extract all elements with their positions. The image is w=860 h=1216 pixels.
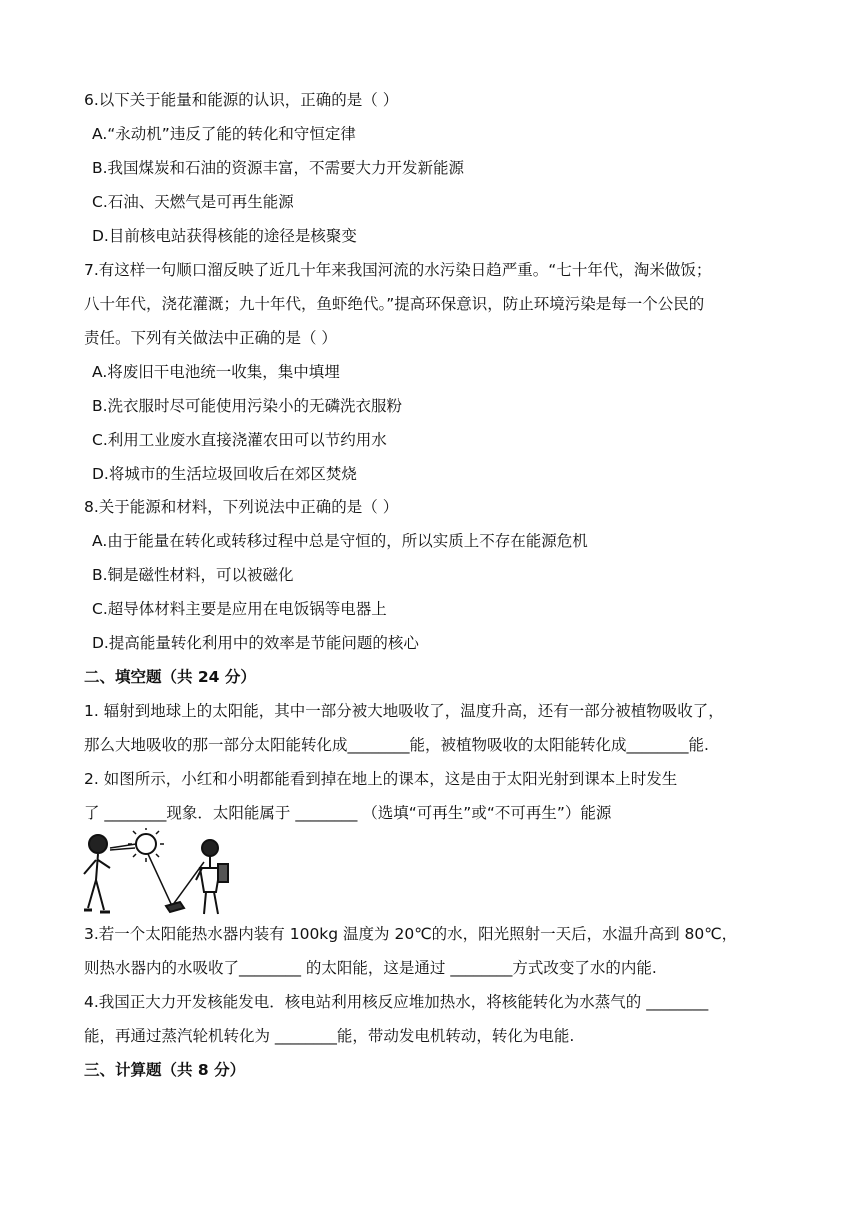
sunlight-reflection-figure bbox=[76, 828, 236, 920]
q7-option-c: C.利用工业废水直接浇灌农田可以节约用水 bbox=[92, 431, 387, 449]
fill-4-line-2: 能，再通过蒸汽轮机转化为 ________能，带动发电机转动，转化为电能. bbox=[84, 1027, 575, 1045]
q6-option-a: A.“永动机”违反了能的转化和守恒定律 bbox=[92, 125, 356, 143]
q8-option-b: B.铜是磁性材料，可以被磁化 bbox=[92, 566, 294, 584]
q8-option-c: C.超导体材料主要是应用在电饭锅等电器上 bbox=[92, 600, 387, 618]
q8-option-d: D.提高能量转化利用中的效率是节能问题的核心 bbox=[92, 634, 419, 652]
section-3-title: 三、计算题（共 8 分） bbox=[84, 1061, 246, 1079]
fill-1-line-1: 1. 辐射到地球上的太阳能，其中一部分被大地吸收了，温度升高，还有一部分被植物吸收了， bbox=[84, 702, 724, 720]
q6-option-b: B.我国煤炭和石油的资源丰富，不需要大力开发新能源 bbox=[92, 159, 465, 177]
q7-option-a: A.将废旧干电池统一收集，集中填埋 bbox=[92, 363, 340, 381]
q6-option-c: C.石油、天燃气是可再生能源 bbox=[92, 193, 294, 211]
fill-2-line-1: 2. 如图所示，小红和小明都能看到掉在地上的课本，这是由于太阳光射到课本上时发生 bbox=[84, 770, 678, 788]
q8-stem: 8.关于能源和材料，下列说法中正确的是（ ） bbox=[84, 498, 399, 516]
section-2-title: 二、填空题（共 24 分） bbox=[84, 668, 256, 686]
fill-1-line-2: 那么大地吸收的那一部分太阳能转化成________能，被植物吸收的太阳能转化成________能. bbox=[84, 736, 709, 754]
q7-option-d: D.将城市的生活垃圾回收后在郊区焚烧 bbox=[92, 465, 357, 483]
q6-option-d: D.目前核电站获得核能的途径是核聚变 bbox=[92, 227, 357, 245]
q7-option-b: B.洗衣服时尽可能使用污染小的无磷洗衣服粉 bbox=[92, 397, 403, 415]
q8-option-a: A.由于能量在转化或转移过程中总是守恒的，所以实质上不存在能源危机 bbox=[92, 532, 588, 550]
fill-3-line-1: 3.若一个太阳能热水器内装有 100kg 温度为 20℃的水，阳光照射一天后，水温升高到 80℃， bbox=[84, 925, 738, 943]
fill-4-line-1: 4.我国正大力开发核能发电．核电站利用核反应堆加热水，将核能转化为水蒸气的 ________ bbox=[84, 993, 709, 1011]
q7-stem-line-1: 7.有这样一句顺口溜反映了近几十年来我国河流的水污染日趋严重。“七十年代，淘米做饭； bbox=[84, 261, 712, 279]
q7-stem-line-3: 责任。下列有关做法中正确的是（ ） bbox=[84, 329, 337, 347]
fill-3-line-2: 则热水器内的水吸收了________ 的太阳能，这是通过 ________方式改变了水的内能. bbox=[84, 959, 657, 977]
q6-stem: 6.以下关于能量和能源的认识，正确的是（ ） bbox=[84, 91, 399, 109]
fill-2-line-2: 了 ________现象．太阳能属于 ________ （选填“可再生”或“不可再生”）能源 bbox=[84, 804, 612, 822]
q7-stem-line-2: 八十年代，浇花灌溉；九十年代，鱼虾绝代。”提高环保意识，防止环境污染是每一个公民的 bbox=[84, 295, 705, 313]
